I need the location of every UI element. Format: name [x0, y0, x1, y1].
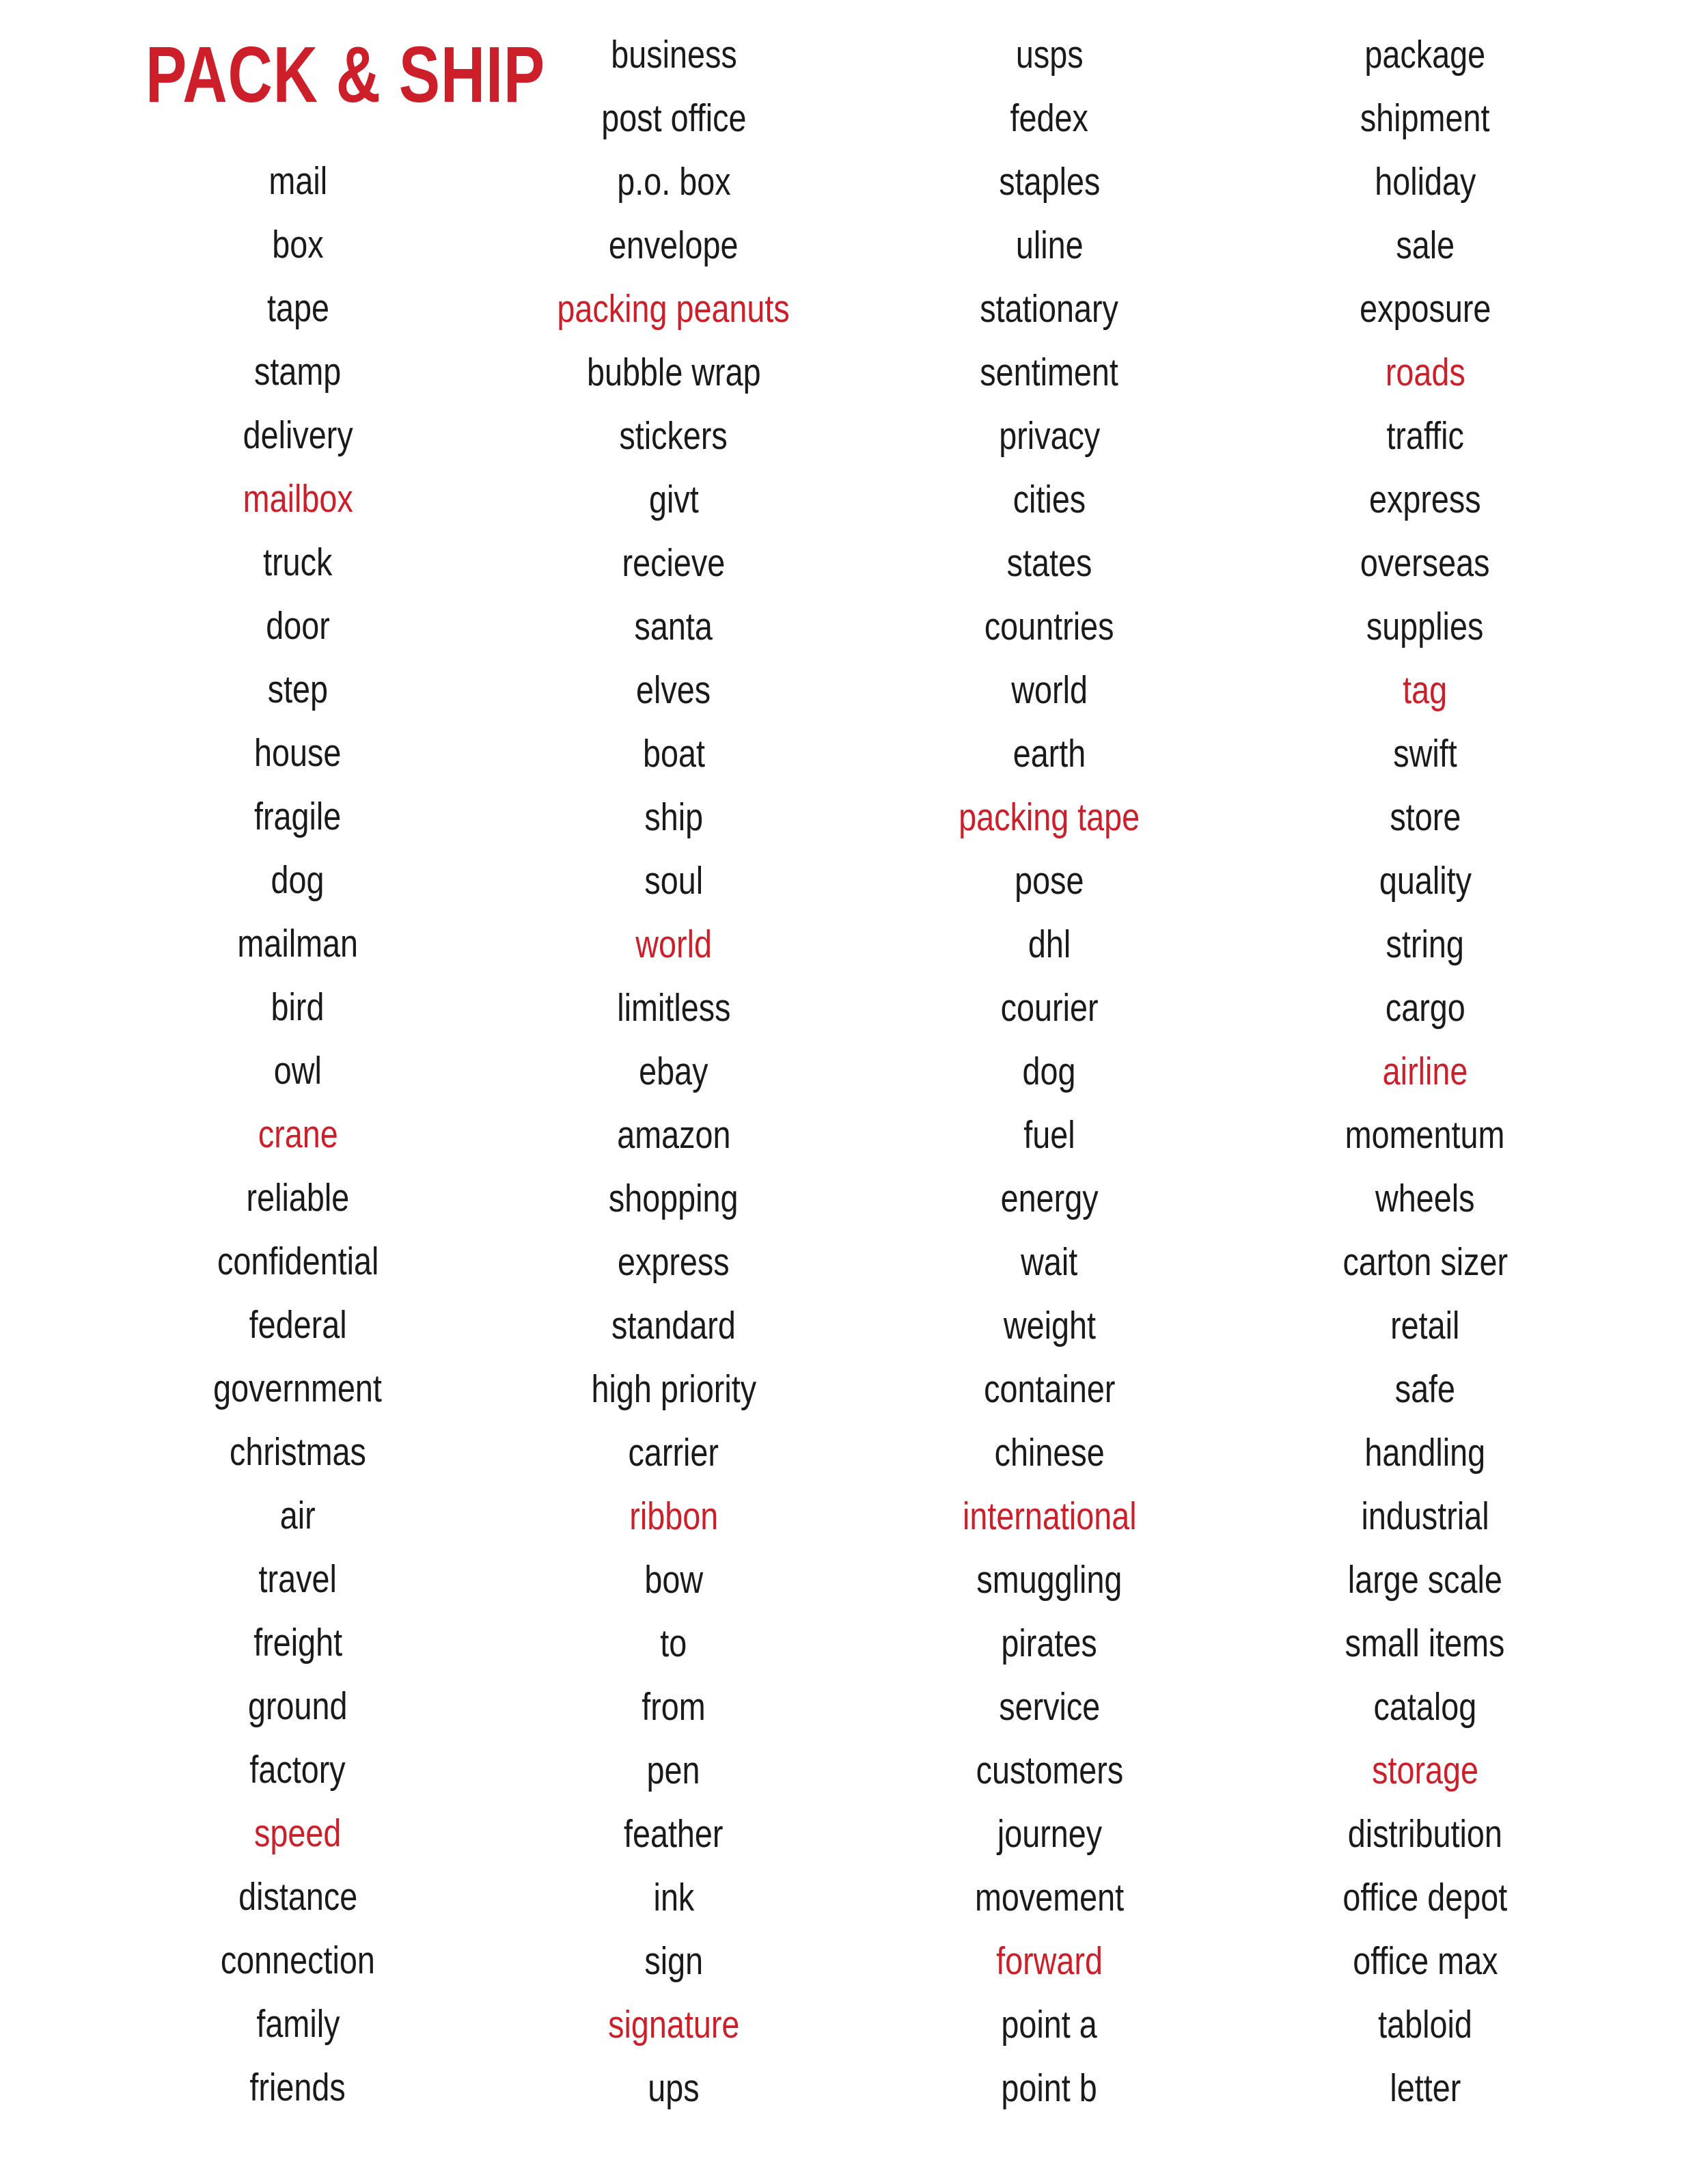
word-item — [113, 1865, 482, 1929]
word-text: office max — [1352, 1939, 1498, 1983]
word-item — [113, 1675, 482, 1738]
word-item — [1241, 1993, 1610, 2057]
word-text: mailman — [237, 922, 359, 966]
word-item — [865, 913, 1234, 976]
word-text: bow — [644, 1558, 703, 1602]
word-text: industrial — [1361, 1494, 1489, 1538]
word-item — [865, 532, 1234, 595]
word-text: travel — [258, 1557, 338, 1601]
word-text: storage — [1372, 1749, 1478, 1792]
word-text: package — [1364, 33, 1486, 77]
word-text: shipment — [1360, 96, 1490, 140]
word-text: fedex — [1010, 96, 1089, 140]
word-item — [1241, 1548, 1610, 1612]
word-text: air — [280, 1494, 316, 1537]
word-text: exposure — [1359, 287, 1491, 331]
word-text: small items — [1345, 1621, 1505, 1665]
word-item — [865, 1675, 1234, 1739]
word-item — [113, 722, 482, 785]
word-item — [489, 1675, 858, 1739]
word-item — [489, 1993, 858, 2057]
word-item — [865, 1421, 1234, 1485]
word-text: business — [610, 33, 737, 77]
word-item — [1241, 1485, 1610, 1548]
word-item — [113, 1103, 482, 1166]
word-text: quality — [1379, 859, 1472, 903]
word-item — [113, 1738, 482, 1802]
word-text: letter — [1390, 2066, 1461, 2110]
word-item — [865, 1485, 1234, 1548]
word-text: door — [266, 604, 330, 648]
word-text: givt — [648, 478, 699, 521]
word-text: ink — [653, 1876, 694, 1919]
word-text: staples — [998, 160, 1101, 204]
word-item — [865, 214, 1234, 277]
word-item — [1241, 2057, 1610, 2120]
word-text: high priority — [591, 1367, 756, 1411]
word-text: international — [962, 1494, 1137, 1538]
word-text: post office — [601, 96, 747, 140]
word-text: packing tape — [959, 795, 1140, 839]
word-item — [865, 1866, 1234, 1930]
word-text: signature — [607, 2003, 740, 2046]
word-text: government — [213, 1367, 383, 1410]
word-item — [489, 1930, 858, 1993]
word-text: to — [660, 1621, 687, 1665]
word-text: pose — [1015, 859, 1084, 903]
word-text: shopping — [609, 1177, 739, 1220]
word-item — [489, 849, 858, 913]
word-text: delivery — [243, 413, 353, 457]
word-item — [1241, 1803, 1610, 1866]
word-item — [113, 976, 482, 1039]
word-text: feather — [624, 1812, 724, 1856]
word-item — [113, 1166, 482, 1230]
word-text: federal — [249, 1303, 347, 1347]
word-item — [865, 1612, 1234, 1675]
word-text: usps — [1015, 33, 1084, 77]
word-item — [489, 2057, 858, 2120]
word-text: point b — [1001, 2066, 1098, 2110]
word-text: distance — [238, 1875, 358, 1919]
word-item — [1241, 150, 1610, 214]
word-item — [865, 1040, 1234, 1104]
word-item — [489, 1358, 858, 1421]
word-item — [113, 277, 482, 340]
word-text: carrier — [628, 1431, 719, 1475]
word-text: tag — [1403, 668, 1448, 712]
word-item — [1241, 849, 1610, 913]
word-text: confidential — [217, 1240, 379, 1283]
word-text: world — [635, 922, 712, 966]
word-item — [489, 214, 858, 277]
word-item — [113, 2056, 482, 2120]
word-item — [865, 468, 1234, 532]
word-text: packing peanuts — [557, 287, 790, 331]
word-text: house — [254, 731, 342, 775]
word-item — [489, 277, 858, 341]
word-text: friends — [249, 2066, 346, 2109]
word-text: christmas — [230, 1430, 366, 1474]
word-text: store — [1390, 795, 1461, 839]
word-text: tape — [266, 286, 329, 330]
word-text: uline — [1015, 223, 1084, 267]
word-text: sale — [1396, 223, 1455, 267]
word-text: overseas — [1360, 541, 1490, 585]
word-item — [113, 1357, 482, 1421]
word-item — [489, 976, 858, 1040]
word-item — [1241, 1167, 1610, 1231]
word-item — [489, 87, 858, 150]
word-text: speed — [254, 1811, 342, 1855]
word-text: service — [998, 1685, 1101, 1729]
word-item — [489, 595, 858, 659]
word-text: envelope — [609, 223, 739, 267]
word-text: mail — [268, 159, 327, 203]
word-text: cargo — [1385, 986, 1465, 1030]
word-text: ship — [644, 795, 703, 839]
word-item — [1241, 1739, 1610, 1803]
word-text: movement — [974, 1876, 1125, 1919]
word-text: family — [256, 2002, 340, 2046]
word-text: energy — [1000, 1177, 1099, 1220]
word-item — [489, 1040, 858, 1104]
word-text: supplies — [1366, 605, 1484, 648]
word-item — [113, 849, 482, 912]
word-text: stationary — [980, 287, 1119, 331]
word-text: reliable — [246, 1176, 350, 1220]
word-text: pen — [646, 1749, 700, 1792]
word-item — [1241, 786, 1610, 849]
word-text: carton sizer — [1342, 1240, 1508, 1284]
word-text: privacy — [998, 414, 1101, 458]
word-text: retail — [1390, 1304, 1460, 1347]
word-item — [489, 23, 858, 87]
word-item — [1241, 1040, 1610, 1104]
word-item — [489, 1803, 858, 1866]
word-text: stamp — [254, 350, 342, 394]
word-text: states — [1006, 541, 1092, 585]
word-item — [489, 722, 858, 786]
word-text: office depot — [1342, 1876, 1508, 1919]
word-item — [489, 659, 858, 722]
word-item — [489, 1421, 858, 1485]
word-item — [865, 277, 1234, 341]
word-text: tabloid — [1378, 2003, 1472, 2046]
word-item — [489, 1231, 858, 1294]
word-text: p.o. box — [616, 160, 731, 204]
word-item — [113, 467, 482, 531]
word-item — [865, 849, 1234, 913]
word-text: airline — [1382, 1050, 1468, 1093]
word-item — [113, 404, 482, 467]
word-item — [865, 1993, 1234, 2057]
word-text: forward — [996, 1939, 1103, 1983]
word-item — [865, 1231, 1234, 1294]
word-text: dog — [1022, 1050, 1076, 1093]
word-item — [1241, 722, 1610, 786]
word-item — [1241, 277, 1610, 341]
word-item — [489, 786, 858, 849]
word-text: journey — [997, 1812, 1102, 1856]
word-item — [113, 1802, 482, 1865]
word-text: express — [1369, 478, 1481, 521]
word-item — [1241, 214, 1610, 277]
word-item — [1241, 976, 1610, 1040]
word-item — [1241, 1866, 1610, 1930]
word-item — [865, 786, 1234, 849]
word-item — [1241, 659, 1610, 722]
word-text: ups — [648, 2066, 700, 2110]
word-text: swift — [1393, 732, 1457, 776]
word-item — [1241, 1294, 1610, 1358]
word-text: earth — [1013, 732, 1086, 776]
word-item — [489, 1612, 858, 1675]
word-item — [113, 785, 482, 849]
word-item — [865, 1294, 1234, 1358]
word-item — [865, 595, 1234, 659]
word-item — [489, 532, 858, 595]
word-text: owl — [273, 1049, 322, 1093]
word-item — [489, 150, 858, 214]
word-item — [1241, 1231, 1610, 1294]
word-text: chinese — [994, 1431, 1105, 1475]
word-item — [865, 23, 1234, 87]
word-text: factory — [249, 1748, 346, 1792]
word-text: momentum — [1345, 1113, 1505, 1157]
word-item — [113, 1484, 482, 1548]
word-text: large scale — [1347, 1558, 1503, 1602]
word-text: roads — [1385, 351, 1465, 394]
word-item — [113, 213, 482, 277]
word-text: countries — [984, 605, 1114, 648]
word-item — [1241, 341, 1610, 405]
word-item — [113, 1230, 482, 1293]
word-item — [489, 1294, 858, 1358]
word-item — [1241, 1612, 1610, 1675]
word-text: sentiment — [980, 351, 1119, 394]
word-text: connection — [220, 1939, 376, 1982]
word-item — [113, 1548, 482, 1611]
word-text: mailbox — [243, 477, 353, 521]
word-item — [865, 659, 1234, 722]
word-item — [113, 150, 482, 213]
word-item — [113, 1293, 482, 1357]
word-item — [1241, 23, 1610, 87]
word-text: distribution — [1347, 1812, 1503, 1856]
word-item — [489, 405, 858, 468]
word-text: fragile — [254, 795, 342, 838]
word-item — [489, 1485, 858, 1548]
word-text: truck — [263, 540, 333, 584]
word-text: wheels — [1375, 1177, 1475, 1220]
word-item — [1241, 1358, 1610, 1421]
word-text: cities — [1013, 478, 1086, 521]
word-text: soul — [644, 859, 703, 903]
word-item — [113, 658, 482, 722]
word-text: customers — [976, 1749, 1123, 1792]
word-text: box — [272, 223, 324, 266]
word-item — [1241, 468, 1610, 532]
word-text: point a — [1001, 2003, 1098, 2046]
word-item — [865, 1739, 1234, 1803]
word-item — [1241, 1675, 1610, 1739]
word-item — [113, 594, 482, 658]
word-text: ebay — [639, 1050, 708, 1093]
word-item — [489, 913, 858, 976]
word-item — [865, 976, 1234, 1040]
word-text: stickers — [619, 414, 728, 458]
word-item — [1241, 1104, 1610, 1167]
word-item — [113, 531, 482, 594]
word-text: bubble wrap — [586, 351, 761, 394]
word-item — [865, 1548, 1234, 1612]
word-item — [865, 1104, 1234, 1167]
word-text: elves — [636, 668, 711, 712]
word-text: traffic — [1386, 414, 1464, 458]
word-text: holiday — [1374, 160, 1476, 204]
word-text: safe — [1394, 1367, 1456, 1411]
word-item — [113, 1421, 482, 1484]
word-text: catalog — [1373, 1685, 1477, 1729]
word-item — [113, 1611, 482, 1675]
word-item — [865, 150, 1234, 214]
word-item — [113, 340, 482, 404]
word-text: amazon — [616, 1113, 731, 1157]
word-text: weight — [1003, 1304, 1096, 1347]
word-text: crane — [258, 1112, 338, 1156]
page-title: PACK & SHIP — [146, 30, 546, 119]
word-text: freight — [253, 1621, 342, 1665]
word-item — [865, 722, 1234, 786]
word-text: dog — [271, 858, 325, 902]
word-item — [865, 1358, 1234, 1421]
word-item — [1241, 405, 1610, 468]
word-text: boat — [642, 732, 705, 776]
word-text: recieve — [622, 541, 726, 585]
word-item — [1241, 87, 1610, 150]
word-text: smuggling — [976, 1558, 1122, 1602]
word-text: handling — [1364, 1431, 1486, 1475]
word-text: from — [642, 1685, 706, 1729]
word-text: container — [983, 1367, 1116, 1411]
word-text: santa — [634, 605, 713, 648]
word-text: ground — [248, 1684, 348, 1728]
word-item — [865, 87, 1234, 150]
word-item — [865, 1930, 1234, 1993]
word-item — [1241, 913, 1610, 976]
word-text: pirates — [1001, 1621, 1098, 1665]
word-item — [1241, 595, 1610, 659]
word-item — [489, 1167, 858, 1231]
word-item — [113, 912, 482, 976]
word-text: standard — [611, 1304, 736, 1347]
word-item — [489, 468, 858, 532]
word-text: express — [618, 1240, 730, 1284]
word-text: world — [1011, 668, 1088, 712]
word-item — [865, 1167, 1234, 1231]
word-item — [113, 1929, 482, 1993]
word-text: string — [1386, 922, 1465, 966]
word-item — [113, 1039, 482, 1103]
word-item — [865, 1803, 1234, 1866]
word-item — [865, 405, 1234, 468]
word-text: dhl — [1028, 922, 1071, 966]
word-item — [865, 341, 1234, 405]
word-text: bird — [271, 985, 325, 1029]
word-item — [1241, 1930, 1610, 1993]
word-text: wait — [1021, 1240, 1078, 1284]
word-item — [489, 1739, 858, 1803]
word-text: ribbon — [629, 1494, 718, 1538]
word-text: limitless — [616, 986, 731, 1030]
word-text: fuel — [1023, 1113, 1075, 1157]
word-text: step — [267, 668, 329, 711]
word-text: courier — [1000, 986, 1099, 1030]
word-item — [113, 1993, 482, 2056]
word-item — [489, 341, 858, 405]
word-item — [489, 1548, 858, 1612]
word-item — [489, 1104, 858, 1167]
word-item — [1241, 1421, 1610, 1485]
word-text: sign — [644, 1939, 703, 1983]
word-item — [865, 2057, 1234, 2120]
word-item — [489, 1866, 858, 1930]
word-item — [1241, 532, 1610, 595]
